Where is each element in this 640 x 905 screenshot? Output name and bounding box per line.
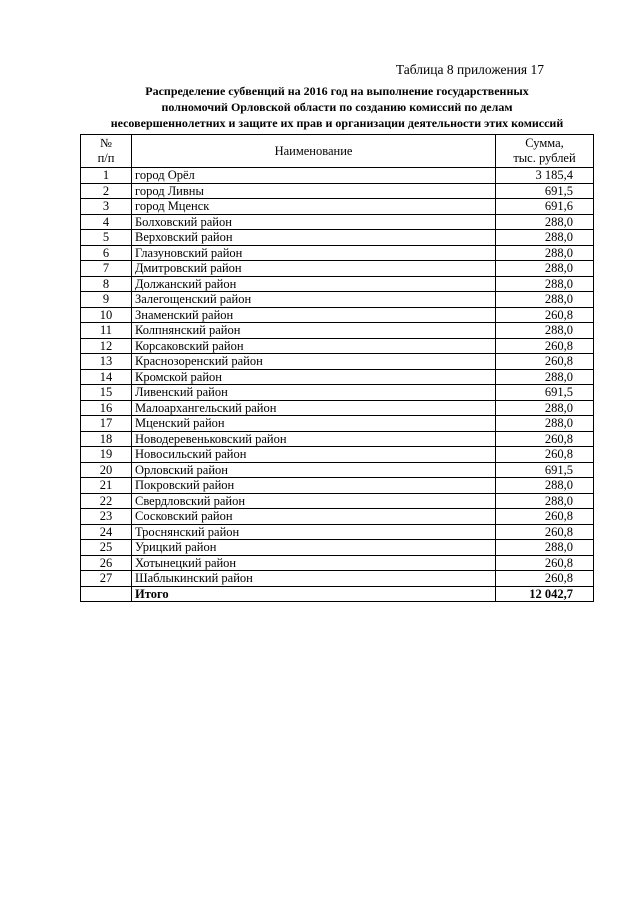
header-sum-line1: Сумма, <box>525 136 564 150</box>
row-number: 11 <box>81 323 132 339</box>
row-number: 23 <box>81 509 132 525</box>
table-row <box>81 369 594 385</box>
row-sum: 288,0 <box>496 323 594 339</box>
table-row <box>81 509 594 525</box>
title-line-3: несовершеннолетних и защите их прав и организации деятельности этих комиссий <box>110 116 564 130</box>
table-row <box>81 400 594 416</box>
row-sum: 288,0 <box>496 540 594 556</box>
table-row <box>81 338 594 354</box>
total-label: Итого <box>132 586 496 602</box>
header-name: Наименование <box>132 135 496 168</box>
row-sum: 288,0 <box>496 245 594 261</box>
row-name: Шаблыкинский район <box>132 571 496 587</box>
table-row <box>81 276 594 292</box>
title-line-2: полномочий Орловской области по созданию комиссий по делам <box>161 100 513 114</box>
row-number: 7 <box>81 261 132 277</box>
row-name: Болховский район <box>132 214 496 230</box>
row-sum: 260,8 <box>496 509 594 525</box>
table-row <box>81 183 594 199</box>
row-number: 9 <box>81 292 132 308</box>
row-sum: 288,0 <box>496 261 594 277</box>
row-number: 22 <box>81 493 132 509</box>
table-row <box>81 555 594 571</box>
row-name: Троснянский район <box>132 524 496 540</box>
row-name: Свердловский район <box>132 493 496 509</box>
header-number-line2: п/п <box>97 151 115 165</box>
table-row <box>81 571 594 587</box>
title-line-1: Распределение субвенций на 2016 год на выполнение государственных <box>145 84 529 98</box>
table-row <box>81 385 594 401</box>
row-number: 3 <box>81 199 132 215</box>
row-sum: 691,5 <box>496 183 594 199</box>
row-name: Новодеревеньковский район <box>132 431 496 447</box>
row-number: 25 <box>81 540 132 556</box>
table-row <box>81 245 594 261</box>
row-name: город Ливны <box>132 183 496 199</box>
row-number: 18 <box>81 431 132 447</box>
row-number: 8 <box>81 276 132 292</box>
header-sum <box>496 135 594 168</box>
subventions-table <box>80 134 594 602</box>
row-number: 17 <box>81 416 132 432</box>
document-title <box>80 83 594 131</box>
row-name: Знаменский район <box>132 307 496 323</box>
table-row <box>81 447 594 463</box>
row-name: Краснозоренский район <box>132 354 496 370</box>
row-sum: 288,0 <box>496 416 594 432</box>
table-row <box>81 354 594 370</box>
row-sum: 691,5 <box>496 385 594 401</box>
table-row <box>81 307 594 323</box>
table-row <box>81 214 594 230</box>
header-number-line1: № <box>100 136 112 150</box>
total-row <box>81 586 594 602</box>
table-row <box>81 230 594 246</box>
table-row <box>81 524 594 540</box>
row-sum: 260,8 <box>496 354 594 370</box>
row-number: 24 <box>81 524 132 540</box>
row-sum: 288,0 <box>496 400 594 416</box>
row-name: Хотынецкий район <box>132 555 496 571</box>
row-number: 15 <box>81 385 132 401</box>
row-number: 19 <box>81 447 132 463</box>
table-row <box>81 462 594 478</box>
row-number: 5 <box>81 230 132 246</box>
row-number: 26 <box>81 555 132 571</box>
row-sum: 288,0 <box>496 369 594 385</box>
row-name: Корсаковский район <box>132 338 496 354</box>
row-sum: 288,0 <box>496 214 594 230</box>
row-number: 27 <box>81 571 132 587</box>
row-sum: 3 185,4 <box>496 168 594 184</box>
row-sum: 260,8 <box>496 555 594 571</box>
row-number: 4 <box>81 214 132 230</box>
row-sum: 691,6 <box>496 199 594 215</box>
table-row <box>81 431 594 447</box>
row-name: Колпнянский район <box>132 323 496 339</box>
row-name: Кромской район <box>132 369 496 385</box>
table-body <box>81 168 594 602</box>
table-header-row <box>81 135 594 168</box>
table-row <box>81 168 594 184</box>
row-name: город Орёл <box>132 168 496 184</box>
total-sum: 12 042,7 <box>496 586 594 602</box>
header-number <box>81 135 132 168</box>
row-name: Урицкий район <box>132 540 496 556</box>
row-name: Залегощенский район <box>132 292 496 308</box>
row-name: Дмитровский район <box>132 261 496 277</box>
row-number: 20 <box>81 462 132 478</box>
row-number: 21 <box>81 478 132 494</box>
row-sum: 288,0 <box>496 493 594 509</box>
row-sum: 260,8 <box>496 571 594 587</box>
row-name: Новосильский район <box>132 447 496 463</box>
row-name: Орловский район <box>132 462 496 478</box>
row-sum: 691,5 <box>496 462 594 478</box>
row-name: Глазуновский район <box>132 245 496 261</box>
table-row <box>81 478 594 494</box>
row-sum: 288,0 <box>496 230 594 246</box>
table-caption: Таблица 8 приложения 17 <box>395 62 544 77</box>
table-row <box>81 323 594 339</box>
total-number-empty <box>81 586 132 602</box>
table-row <box>81 416 594 432</box>
row-sum: 260,8 <box>496 307 594 323</box>
row-name: Ливенский район <box>132 385 496 401</box>
row-sum: 260,8 <box>496 447 594 463</box>
table-row <box>81 292 594 308</box>
row-number: 1 <box>81 168 132 184</box>
row-sum: 288,0 <box>496 276 594 292</box>
row-number: 12 <box>81 338 132 354</box>
header-sum-line2: тыс. рублей <box>513 151 576 165</box>
row-number: 6 <box>81 245 132 261</box>
row-name: город Мценск <box>132 199 496 215</box>
row-number: 16 <box>81 400 132 416</box>
row-sum: 260,8 <box>496 338 594 354</box>
row-number: 14 <box>81 369 132 385</box>
row-sum: 288,0 <box>496 292 594 308</box>
table-row <box>81 493 594 509</box>
row-number: 2 <box>81 183 132 199</box>
row-sum: 288,0 <box>496 478 594 494</box>
table-row <box>81 199 594 215</box>
row-name: Должанский район <box>132 276 496 292</box>
row-number: 13 <box>81 354 132 370</box>
row-name: Мценский район <box>132 416 496 432</box>
row-name: Покровский район <box>132 478 496 494</box>
row-sum: 260,8 <box>496 524 594 540</box>
row-name: Малоархангельский район <box>132 400 496 416</box>
row-sum: 260,8 <box>496 431 594 447</box>
table-row <box>81 261 594 277</box>
table-row <box>81 540 594 556</box>
row-name: Верховский район <box>132 230 496 246</box>
row-number: 10 <box>81 307 132 323</box>
row-name: Сосковский район <box>132 509 496 525</box>
